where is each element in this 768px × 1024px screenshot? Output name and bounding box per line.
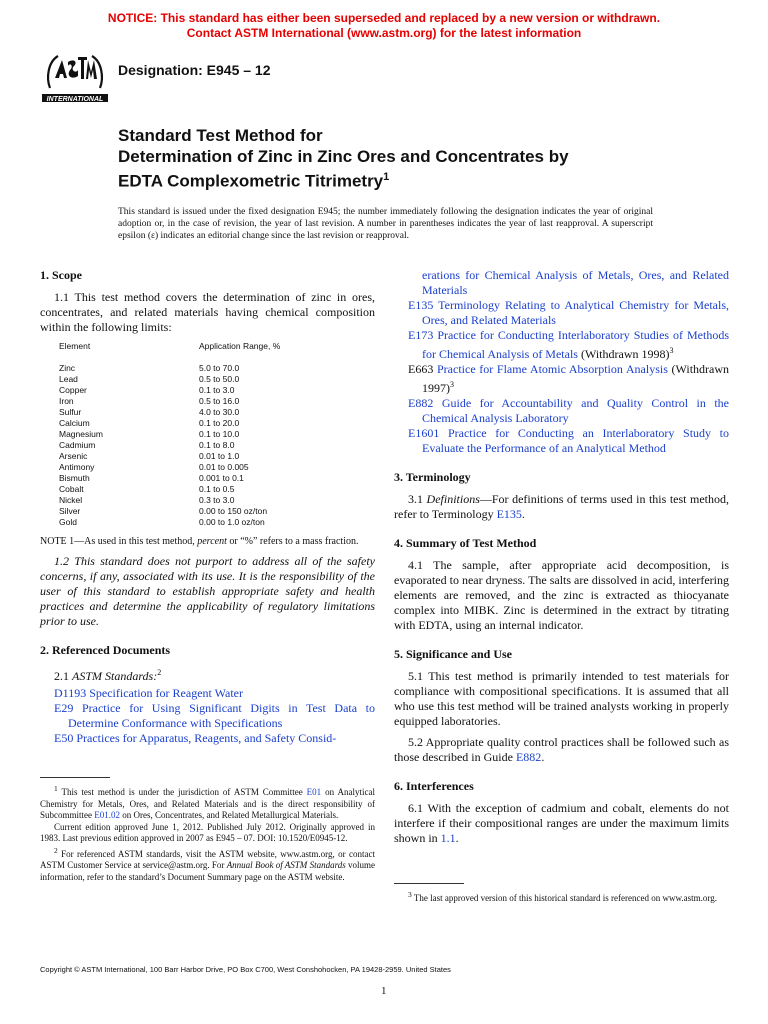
range-cell: 4.0 to 30.0 bbox=[199, 407, 240, 417]
reference-title-link[interactable]: Guide for Accountability and Quality Control in the Chemical Analysis Laboratory bbox=[422, 396, 730, 425]
range-cell: 0.1 to 3.0 bbox=[199, 385, 235, 395]
range-cell: 5.0 to 70.0 bbox=[199, 363, 240, 373]
section-heading-interferences: 6. Interferences bbox=[394, 779, 474, 793]
right-column bbox=[394, 268, 729, 852]
document-title bbox=[118, 125, 678, 192]
notice-line-1: NOTICE: This standard has either been superseded and replaced by a new version or withdrawn. bbox=[107, 11, 661, 25]
section-heading-summary: 4. Summary of Test Method bbox=[394, 536, 537, 550]
element-cell: Calcium bbox=[59, 418, 90, 428]
astm-logo-icon bbox=[40, 48, 110, 108]
application-range-table bbox=[40, 341, 280, 528]
table-row bbox=[40, 429, 280, 440]
reference-title-link[interactable]: Practice for Conducting Interlaboratory Studies of Methods for Chemical Analysis of Metals bbox=[422, 328, 730, 361]
table-row bbox=[40, 396, 280, 407]
table-row bbox=[40, 484, 280, 495]
reference-title-link[interactable]: Practice for Conducting an Interlaboratory Study to Evaluate the Performance of an Analytical Method bbox=[422, 426, 730, 455]
reference-title-link[interactable]: Practices for Apparatus, Reagents, and Safety Consid- bbox=[76, 731, 337, 745]
table-row bbox=[40, 440, 280, 451]
link-e01[interactable]: E01 bbox=[306, 787, 322, 797]
table-row bbox=[40, 385, 280, 396]
reference-code-link[interactable]: D1193 bbox=[54, 686, 87, 700]
reference-e50-continued[interactable]: erations for Chemical Analysis of Metals, Ores, and Related Materials bbox=[422, 268, 729, 297]
element-cell: Lead bbox=[59, 374, 78, 384]
table-row bbox=[40, 374, 280, 385]
table-row bbox=[40, 418, 280, 429]
reference-code-link[interactable]: E135 bbox=[408, 298, 434, 312]
section-heading-terminology: 3. Terminology bbox=[394, 470, 471, 484]
title-line-1: Standard Test Method for bbox=[118, 126, 323, 145]
reference-title-link[interactable]: Specification for Reagent Water bbox=[89, 686, 243, 700]
range-cell: 0.00 to 1.0 oz/ton bbox=[199, 517, 265, 527]
range-cell: 0.3 to 3.0 bbox=[199, 495, 235, 505]
table-row bbox=[40, 473, 280, 484]
title-line-2: Determination of Zinc in Zinc Ores and Concentrates by bbox=[118, 147, 569, 166]
element-cell: Bismuth bbox=[59, 473, 90, 483]
astm-logo bbox=[40, 48, 110, 108]
element-cell: Magnesium bbox=[59, 429, 103, 439]
reference-item bbox=[40, 731, 375, 746]
table-body bbox=[40, 363, 280, 528]
range-cell: 0.1 to 10.0 bbox=[199, 429, 240, 439]
table-row bbox=[40, 462, 280, 473]
summary-paragraph: 4.1 The sample, after appropriate acid decomposition, is evaporated to near dryness. The salts are dissolved in acid, interfering elements are removed, and the zinc is extracted as thiocyanate complex into MIBK. Zinc is determined in the extract by titrating with EDTA, using an internal indicator. bbox=[394, 558, 729, 632]
terminology-paragraph: 3.1 Definitions—For definitions of terms used in this test method, refer to Terminology E135. bbox=[394, 492, 730, 521]
range-cell: 0.1 to 20.0 bbox=[199, 418, 240, 428]
range-cell: 0.01 to 0.005 bbox=[199, 462, 249, 472]
element-cell: Zinc bbox=[59, 363, 76, 373]
reference-title-link[interactable]: Practice for Using Significant Digits in Test Data to Determine Conformance with Specifications bbox=[68, 701, 375, 730]
table-row bbox=[40, 506, 280, 517]
issuance-statement: This standard is issued under the fixed designation E945; the number immediately following the designation indicates the year of original adoption or, in the case of revision, the year of last revision. A number in parentheses indicates the year of last reapproval. A superscript epsilon (ε) indicates an editorial change since the last revision or reapproval. bbox=[118, 207, 653, 241]
range-cell: 0.01 to 1.0 bbox=[199, 451, 240, 461]
table-row bbox=[40, 495, 280, 506]
element-cell: Cobalt bbox=[59, 484, 84, 494]
element-cell: Cadmium bbox=[59, 440, 96, 450]
footnote-marker: 3 bbox=[669, 346, 674, 355]
reference-code-link[interactable]: E1601 bbox=[408, 426, 440, 440]
table-row bbox=[40, 363, 280, 374]
footnote-1-edition: Current edition approved June 1, 2012. Published July 2012. Originally approved in 1983. Last previous edition approved in 2007 as E945 – 07. DOI: 10.1520/E0945-12. bbox=[40, 821, 375, 843]
logo-international-text: INTERNATIONAL bbox=[46, 96, 104, 103]
reference-withdrawn-note: (Withdrawn 1997) bbox=[422, 362, 730, 395]
withdrawn-notice bbox=[0, 11, 768, 41]
range-cell: 0.1 to 0.5 bbox=[199, 484, 235, 494]
reference-list-right bbox=[394, 298, 729, 456]
link-e135[interactable]: E135 bbox=[496, 507, 522, 521]
table-header-row bbox=[40, 341, 280, 352]
section-heading-referenced: 2. Referenced Documents bbox=[40, 643, 171, 657]
reference-item bbox=[40, 686, 375, 701]
footnote-3: $^3$ The last approved version of this historical standard is referenced on www.astm.org. bbox=[408, 890, 718, 903]
element-cell: Iron bbox=[59, 396, 74, 406]
section-heading-significance: 5. Significance and Use bbox=[394, 647, 513, 661]
page-number: 1 bbox=[381, 985, 387, 997]
reference-title-link[interactable]: Practice for Flame Atomic Absorption Analysis bbox=[437, 362, 668, 376]
title-line-3: EDTA Complexometric Titrimetry$^1$ bbox=[118, 171, 390, 191]
footnote-divider-left bbox=[40, 777, 110, 778]
table-header-range: Application Range, % bbox=[199, 341, 281, 351]
scope-paragraph-1-2: 1.2 This standard does not purport to address all of the safety concerns, if any, associated with its use. It is the responsibility of the user of this standard to establish appropriate safety and health practices and determine the applicability of regulatory limitations prior to use. bbox=[40, 554, 375, 628]
footnote-divider-right bbox=[394, 883, 464, 884]
reference-code-link[interactable]: E173 bbox=[408, 328, 434, 342]
range-cell: 0.5 to 16.0 bbox=[199, 396, 240, 406]
reference-code-link[interactable]: E663 bbox=[408, 362, 434, 376]
astm-standards-subheading: 2.1 ASTM Standards:$^2$ bbox=[54, 668, 162, 683]
reference-list-left bbox=[40, 686, 375, 746]
notice-line-2: Contact ASTM International (www.astm.org) for the latest information bbox=[186, 26, 582, 40]
link-e882[interactable]: E882 bbox=[515, 750, 542, 764]
range-cell: 0.5 to 50.0 bbox=[199, 374, 240, 384]
significance-paragraph-5-1: 5.1 This test method is primarily intended to test materials for compliance with compositional specifications. It is assumed that all who use this test method will be trained analysts working in properly equipped laboratories. bbox=[394, 669, 729, 728]
reference-code-link[interactable]: E50 bbox=[54, 731, 74, 745]
reference-item bbox=[394, 396, 729, 426]
reference-item bbox=[40, 701, 375, 731]
link-e01-02[interactable]: E01.02 bbox=[94, 810, 120, 820]
reference-item bbox=[394, 298, 729, 328]
table-header-element: Element bbox=[59, 341, 91, 351]
designation: Designation: E945 – 12 bbox=[118, 62, 271, 78]
range-cell: 0.1 to 8.0 bbox=[199, 440, 235, 450]
element-cell: Arsenic bbox=[59, 451, 88, 461]
range-cell: 0.001 to 0.1 bbox=[199, 473, 244, 483]
footnote-2: $^2$ For referenced ASTM standards, visit the ASTM website, www.astm.org, or contact ASTM Customer Service at service@astm.org. For Annual Book of ASTM Standards volume information, refer to the standard’s Document Summary page on the ASTM website. bbox=[40, 845, 376, 882]
footnote-1: $^1$ This test method is under the jurisdiction of ASTM Committee E01 on Analytical Chemistry for Metals, Ores, and Related Materials and is the direct responsibility of Subcommittee E01.02 on Ores, Concentrates, and Related Metallurgical Materials. bbox=[40, 784, 375, 820]
reference-code-link[interactable]: E29 bbox=[54, 701, 74, 715]
footnote-marker: 3 bbox=[450, 380, 454, 389]
table-row bbox=[40, 517, 280, 528]
reference-code-link[interactable]: E882 bbox=[408, 396, 434, 410]
link-section-1-1[interactable]: 1.1 bbox=[440, 831, 456, 845]
footnotes-left bbox=[40, 783, 375, 883]
element-cell: Gold bbox=[59, 517, 77, 527]
table-row bbox=[40, 407, 280, 418]
reference-title-link[interactable]: Terminology Relating to Analytical Chemistry for Metals, Ores, and Related Materials bbox=[422, 298, 729, 327]
element-cell: Silver bbox=[59, 506, 81, 516]
scope-paragraph-1-1: 1.1 This test method covers the determination of zinc in ores, concentrates, and related materials having chemical composition within the following limits: bbox=[40, 290, 375, 334]
element-cell: Sulfur bbox=[59, 407, 82, 417]
element-cell: Antimony bbox=[59, 462, 95, 472]
significance-paragraph-5-2: 5.2 Appropriate quality control practices shall be followed such as those described in Guide E882. bbox=[394, 735, 729, 764]
interferences-paragraph: 6.1 With the exception of cadmium and cobalt, elements do not interfere if their compositional ranges are under the maximum limits shown in 1.1. bbox=[394, 801, 729, 845]
reference-item bbox=[394, 426, 729, 456]
section-heading-scope: 1. Scope bbox=[40, 268, 82, 282]
copyright-line: Copyright © ASTM International, 100 Barr Harbor Drive, PO Box C700, West Conshohocken, PA 19428-2959. United States bbox=[40, 965, 451, 974]
table-row bbox=[40, 451, 280, 462]
element-cell: Nickel bbox=[59, 495, 83, 505]
element-cell: Copper bbox=[59, 385, 87, 395]
reference-withdrawn-note: (Withdrawn 1998) bbox=[577, 347, 670, 361]
note-1: NOTE 1—As used in this test method, percent or “%” refers to a mass fraction. bbox=[40, 536, 359, 547]
reference-item bbox=[394, 362, 729, 396]
reference-item bbox=[394, 328, 729, 362]
range-cell: 0.00 to 150 oz/ton bbox=[199, 506, 268, 516]
left-column bbox=[40, 268, 375, 746]
